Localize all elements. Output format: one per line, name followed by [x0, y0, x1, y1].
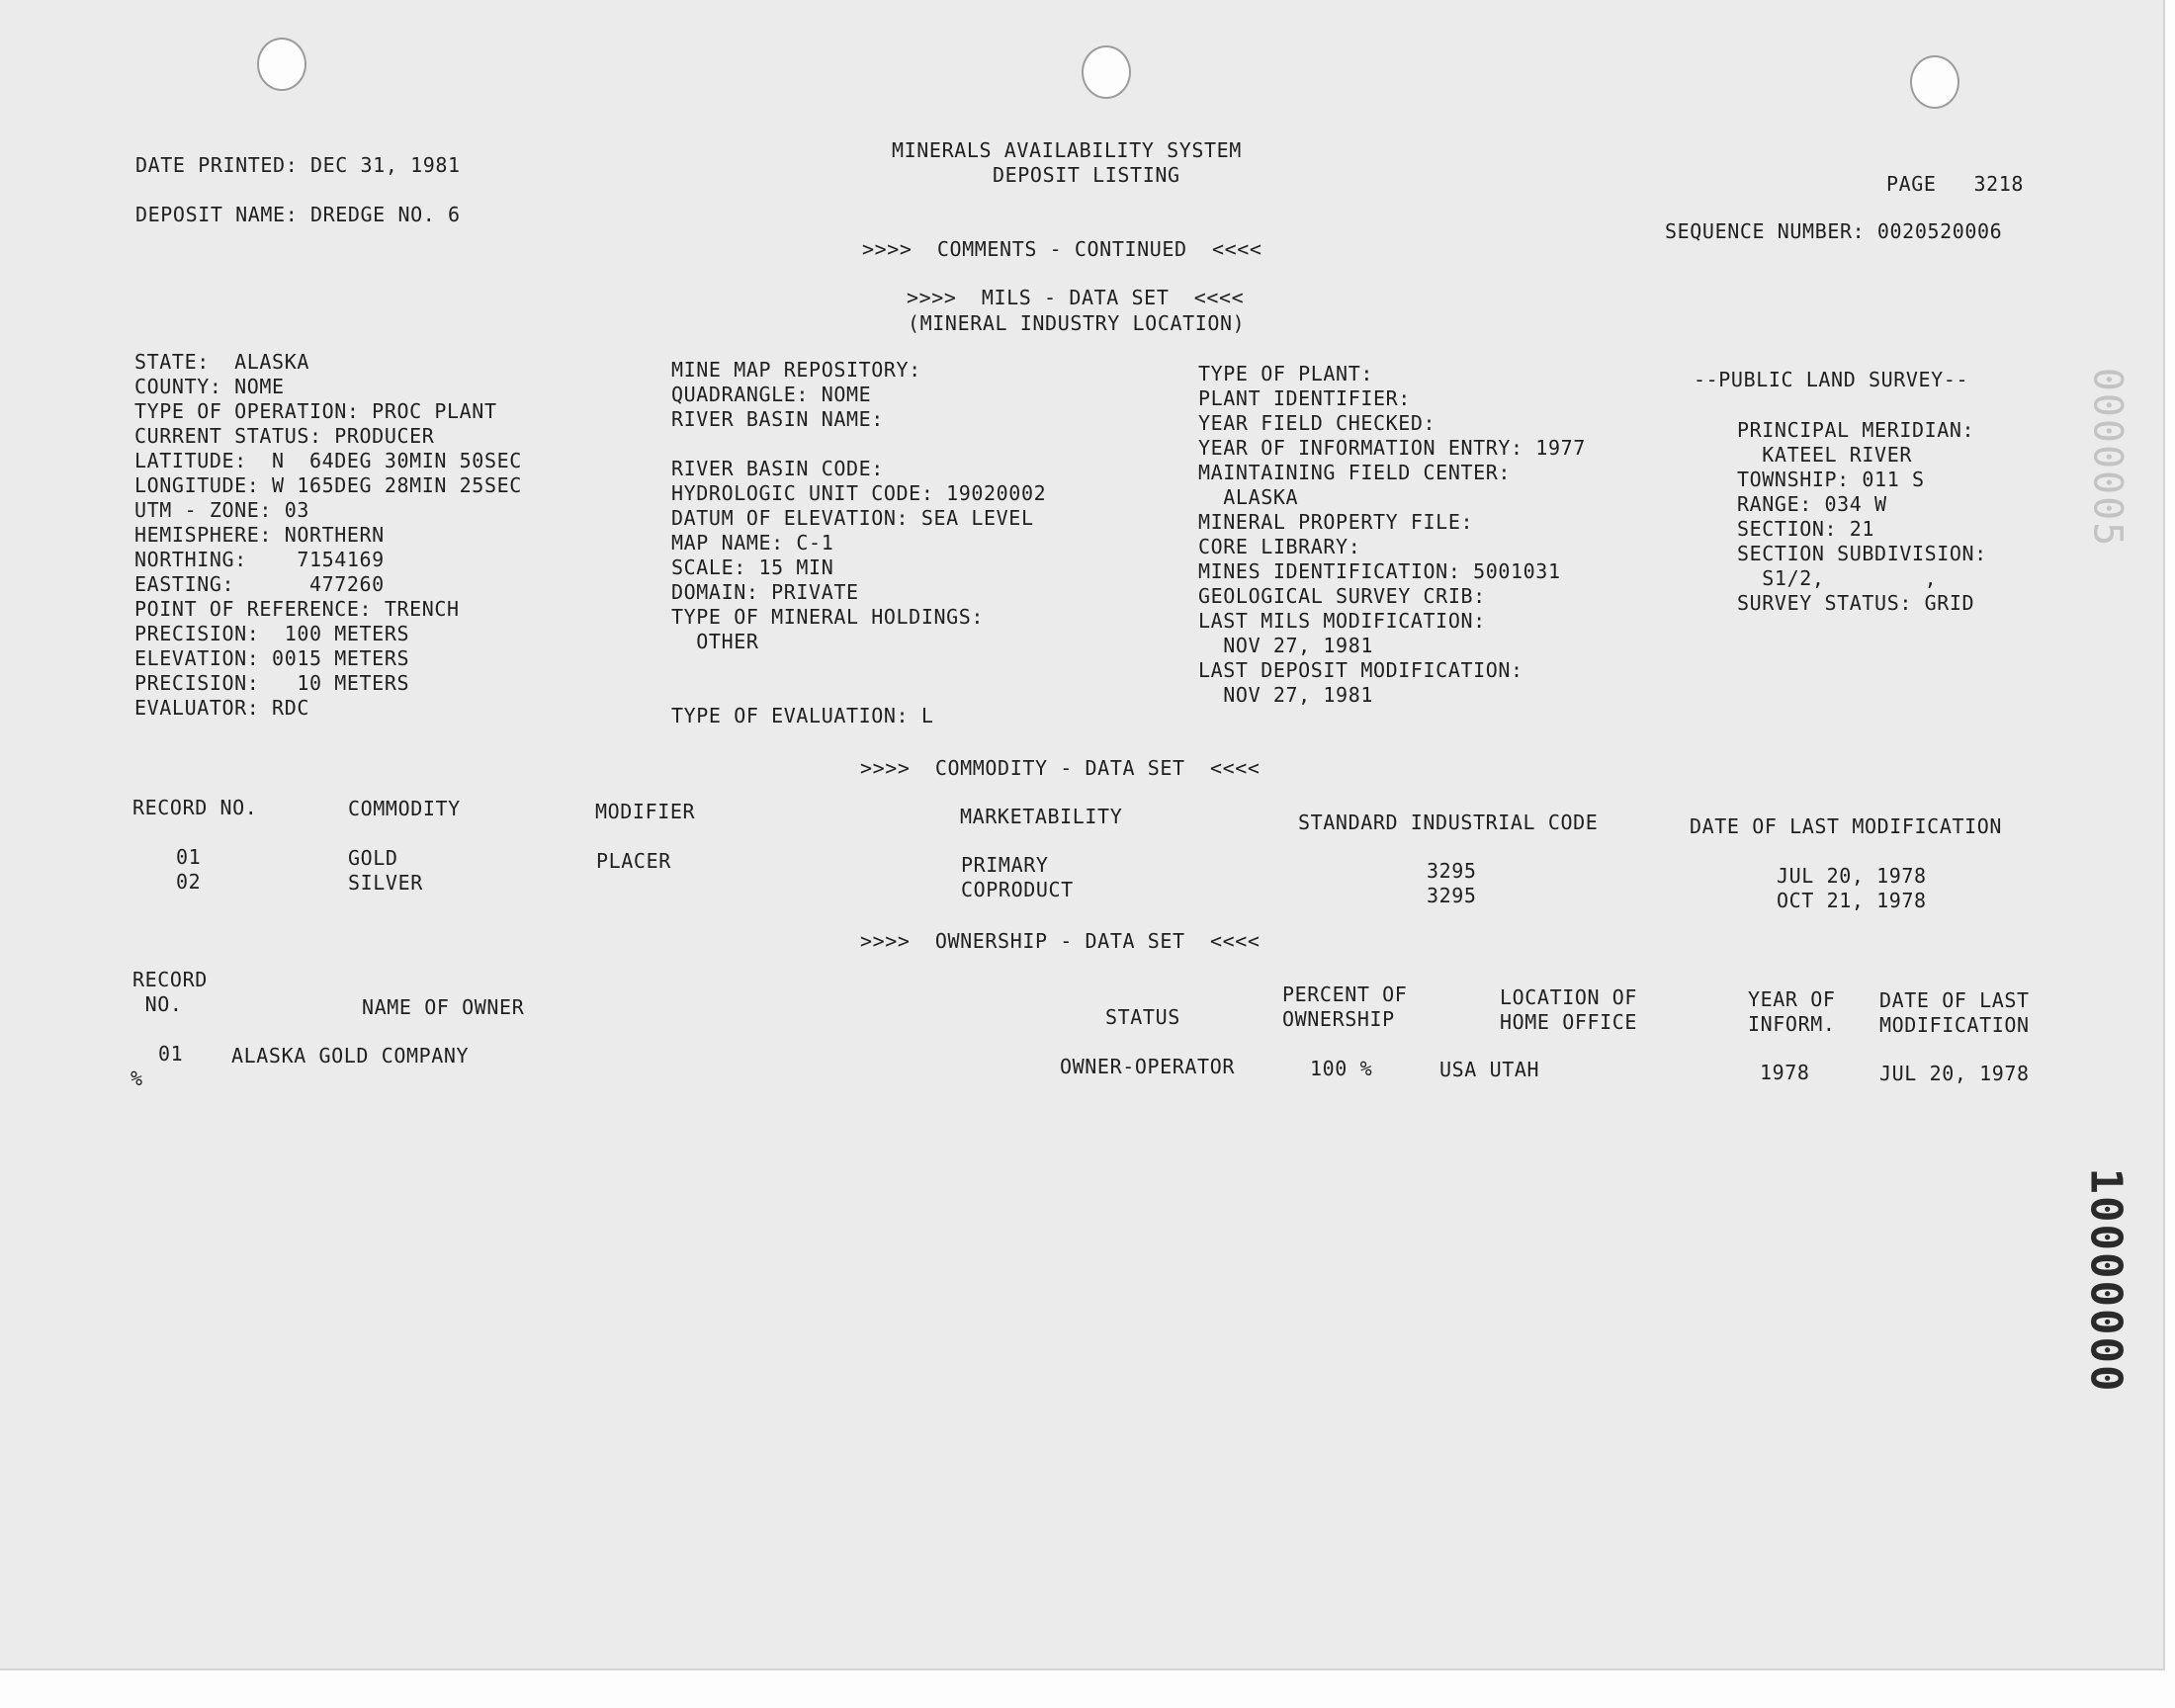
current-status-field: CURRENT STATUS: PRODUCER: [134, 424, 435, 448]
commodity-row-1-record: 01: [176, 845, 202, 869]
river-basin-code-field: RIVER BASIN CODE:: [671, 457, 884, 480]
state-field: STATE: ALASKA: [134, 350, 309, 374]
county-field: COUNTY: NOME: [134, 375, 285, 398]
geological-survey-crib-field: GEOLOGICAL SURVEY CRIB:: [1198, 584, 1486, 608]
mils-subheading: (MINERAL INDUSTRY LOCATION): [908, 311, 1246, 335]
easting-field: EASTING: 477260: [134, 572, 385, 596]
commodity-header-record-no: RECORD NO.: [132, 796, 258, 819]
mine-map-repository-field: MINE MAP REPOSITORY:: [671, 358, 921, 382]
elevation-precision-field: PRECISION: 10 METERS: [134, 671, 410, 695]
public-land-survey-heading: --PUBLIC LAND SURVEY--: [1694, 368, 1969, 391]
ownership-row-1-status: OWNER-OPERATOR: [1060, 1055, 1235, 1078]
evaluator-field: EVALUATOR: RDC: [134, 696, 309, 720]
utm-zone-field: UTM - ZONE: 03: [134, 498, 309, 522]
system-title: MINERALS AVAILABILITY SYSTEM: [892, 138, 1242, 162]
margin-stamp-top: 0000005: [2084, 367, 2131, 549]
commodity-row-2-sic: 3295: [1427, 884, 1477, 907]
mineral-holdings-value: OTHER: [671, 630, 759, 653]
ownership-header-year: YEAR OF: [1748, 987, 1836, 1011]
ownership-header-ownership: OWNERSHIP: [1282, 1007, 1395, 1031]
listing-title: DEPOSIT LISTING: [993, 163, 1180, 187]
commodity-heading: >>>> COMMODITY - DATA SET <<<<: [860, 756, 1261, 780]
date-printed: DATE PRINTED: DEC 31, 1981: [135, 153, 461, 177]
ownership-header-status: STATUS: [1105, 1005, 1180, 1029]
ownership-row-1-name: ALASKA GOLD COMPANY: [231, 1044, 470, 1068]
mils-map-column: [671, 358, 1046, 654]
mineral-holdings-field: TYPE OF MINERAL HOLDINGS:: [671, 605, 985, 629]
type-of-plant-field: TYPE OF PLANT:: [1198, 362, 1373, 385]
commodity-row-2-marketability: COPRODUCT: [961, 878, 1074, 901]
commodity-row-2-name: SILVER: [348, 871, 423, 895]
ownership-row-1-date: JUL 20, 1978: [1879, 1062, 2030, 1085]
latitude-field: LATITUDE: N 64DEG 30MIN 50SEC: [134, 449, 522, 472]
last-deposit-modification-value: NOV 27, 1981: [1198, 683, 1373, 707]
ownership-header-record: RECORD: [132, 968, 208, 991]
punch-hole-left: [257, 38, 306, 91]
longitude-field: LONGITUDE: W 165DEG 28MIN 25SEC: [134, 473, 522, 497]
plant-identifier-field: PLANT IDENTIFIER:: [1198, 386, 1411, 410]
commodity-row-1-date: JUL 20, 1978: [1777, 864, 1927, 888]
commodity-header-sic: STANDARD INDUSTRIAL CODE: [1298, 811, 1599, 834]
point-of-reference-field: POINT OF REFERENCE: TRENCH: [134, 597, 460, 621]
last-deposit-modification-field: LAST DEPOSIT MODIFICATION:: [1198, 658, 1523, 682]
commodity-row-2-record: 02: [176, 870, 202, 894]
page-number: PAGE 3218: [1886, 172, 2025, 196]
northing-field: NORTHING: 7154169: [134, 548, 385, 571]
blank-line: [671, 432, 1046, 457]
quadrangle-field: QUADRANGLE: NOME: [671, 383, 872, 406]
ownership-header-inform: INFORM.: [1748, 1012, 1836, 1036]
commodity-header-modifier: MODIFIER: [595, 800, 696, 823]
last-mils-modification-field: LAST MILS MODIFICATION:: [1198, 609, 1486, 633]
last-mils-modification-value: NOV 27, 1981: [1198, 634, 1373, 657]
punch-hole-right: [1910, 55, 1959, 109]
hemisphere-field: HEMISPHERE: NORTHERN: [134, 523, 385, 547]
ownership-row-1-record: 01: [158, 1042, 184, 1066]
range-field: RANGE: 034 W: [1737, 492, 1887, 516]
hydrologic-unit-code-field: HYDROLOGIC UNIT CODE: 19020002: [671, 481, 1047, 505]
commodity-header-date: DATE OF LAST MODIFICATION: [1690, 814, 2003, 838]
precision-field: PRECISION: 100 METERS: [134, 622, 410, 645]
mils-plant-column: [1198, 362, 1586, 708]
commodity-row-1-sic: 3295: [1427, 859, 1477, 883]
scale-field: SCALE: 15 MIN: [671, 555, 834, 579]
section-subdivision-field: SECTION SUBDIVISION:: [1737, 542, 1987, 565]
operation-type-field: TYPE OF OPERATION: PROC PLANT: [134, 399, 497, 423]
commodity-row-1-marketability: PRIMARY: [961, 853, 1049, 877]
ownership-header-home-office: HOME OFFICE: [1500, 1010, 1638, 1034]
ownership-header-name: NAME OF OWNER: [362, 995, 525, 1019]
domain-field: DOMAIN: PRIVATE: [671, 580, 859, 604]
commodity-header-marketability: MARKETABILITY: [960, 805, 1123, 828]
type-of-evaluation-field: TYPE OF EVALUATION: L: [671, 704, 934, 727]
public-land-survey-column: [1737, 418, 1987, 616]
mils-location-column: [134, 350, 522, 721]
ownership-header-modification: MODIFICATION: [1879, 1013, 2030, 1037]
ownership-header-percent: PERCENT OF: [1282, 982, 1408, 1006]
commodity-row-1-modifier: PLACER: [596, 849, 671, 873]
mines-identification-field: MINES IDENTIFICATION: 5001031: [1198, 559, 1561, 583]
ownership-row-1-percent: 100 %: [1310, 1057, 1373, 1080]
principal-meridian-field: PRINCIPAL MERIDIAN:: [1737, 418, 1975, 442]
township-field: TOWNSHIP: 011 S: [1737, 468, 1925, 491]
mineral-property-file-field: MINERAL PROPERTY FILE:: [1198, 510, 1474, 534]
section-subdivision-value: S1/2, ,: [1737, 566, 1938, 590]
map-name-field: MAP NAME: C-1: [671, 531, 834, 555]
datum-of-elevation-field: DATUM OF ELEVATION: SEA LEVEL: [671, 506, 1034, 530]
punch-hole-center: [1082, 45, 1131, 99]
end-of-record-mark: %: [130, 1067, 143, 1090]
ownership-row-1-location: USA UTAH: [1439, 1058, 1540, 1081]
elevation-field: ELEVATION: 0015 METERS: [134, 646, 410, 670]
commodity-row-2-date: OCT 21, 1978: [1777, 889, 1927, 912]
commodity-row-1-name: GOLD: [348, 846, 398, 870]
principal-meridian-value: KATEEL RIVER: [1737, 443, 1912, 467]
mils-heading: >>>> MILS - DATA SET <<<<: [907, 286, 1245, 309]
comments-heading: >>>> COMMENTS - CONTINUED <<<<: [862, 237, 1262, 261]
river-basin-name-field: RIVER BASIN NAME:: [671, 407, 884, 431]
margin-stamp-bottom: 10000000: [2080, 1167, 2132, 1394]
survey-status-field: SURVEY STATUS: GRID: [1737, 591, 1975, 615]
field-center-value: ALASKA: [1198, 485, 1299, 509]
sequence-number: SEQUENCE NUMBER: 0020520006: [1665, 219, 2003, 243]
ownership-header-location: LOCATION OF: [1500, 985, 1638, 1009]
ownership-row-1-year: 1978: [1760, 1061, 1810, 1084]
ownership-heading: >>>> OWNERSHIP - DATA SET <<<<: [860, 929, 1261, 953]
core-library-field: CORE LIBRARY:: [1198, 535, 1361, 558]
deposit-name: DEPOSIT NAME: DREDGE NO. 6: [135, 203, 461, 226]
year-of-information-entry-field: YEAR OF INFORMATION ENTRY: 1977: [1198, 436, 1586, 460]
year-field-checked-field: YEAR FIELD CHECKED:: [1198, 411, 1436, 435]
commodity-header-commodity: COMMODITY: [348, 797, 461, 820]
maintaining-field-center-field: MAINTAINING FIELD CENTER:: [1198, 461, 1512, 484]
ownership-header-date: DATE OF LAST: [1879, 988, 2030, 1012]
section-field: SECTION: 21: [1737, 517, 1875, 541]
ownership-header-no: NO.: [132, 992, 183, 1016]
